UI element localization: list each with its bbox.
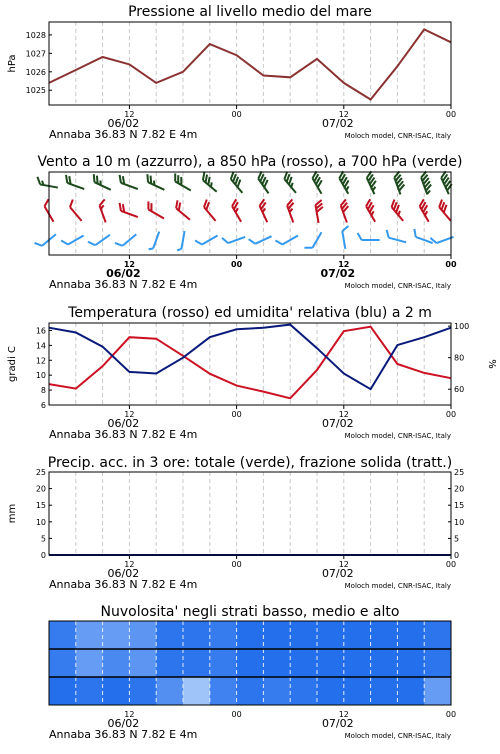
y-tick-label: 1027	[25, 49, 46, 59]
wind-barb	[249, 230, 272, 246]
cloud-cell	[344, 621, 371, 649]
cloud-cell	[183, 621, 210, 649]
cloud-cell	[317, 621, 344, 649]
panel-temperature	[7, 305, 497, 441]
x-tick-label: 12	[338, 110, 349, 119]
barb-feather	[67, 200, 75, 208]
cloud-cell	[237, 677, 264, 705]
y-tick-label: 5	[454, 534, 460, 544]
x-tick-label: 12	[124, 410, 135, 419]
cloud-cell	[183, 677, 210, 705]
x-tick-label: 12	[338, 560, 349, 569]
y-tick-label: 16	[35, 326, 46, 336]
cloud-cell	[49, 677, 76, 705]
panel-pressure	[7, 4, 456, 141]
y-tick-label: 12	[35, 356, 46, 366]
y-tick-label: 10	[454, 517, 465, 527]
cloud-cell	[129, 621, 156, 649]
wind-barb	[98, 199, 112, 222]
wind-barb	[342, 226, 353, 249]
cloud-cell	[103, 649, 130, 677]
wind-barb	[230, 199, 247, 222]
cloud-cell	[210, 621, 237, 649]
panel-precip	[7, 455, 464, 591]
cloud-cell	[183, 649, 210, 677]
wind-barb	[437, 200, 457, 221]
panel-title: Vento a 10 m (azzurro), a 850 hPa (rosso), a 700 hPa (verde)	[37, 154, 463, 170]
y-tick-label: 25	[454, 468, 465, 477]
cloud-cell	[210, 677, 237, 705]
date-label: 07/02	[321, 417, 354, 430]
wind-barb	[173, 200, 194, 220]
wind-barb	[440, 171, 456, 194]
y-tick-label: 10	[35, 371, 46, 381]
wind-barb	[315, 200, 326, 223]
cloud-cell	[103, 677, 130, 705]
wind-barb	[200, 172, 221, 192]
plot-frame	[49, 472, 451, 555]
location-label: Annaba 36.83 N 7.82 E 4m	[49, 128, 198, 141]
cloud-cell	[237, 621, 264, 649]
wind-barb	[115, 229, 136, 249]
x-tick-label: 00	[445, 710, 457, 719]
wind-barb	[282, 172, 302, 193]
x-tick-label: 00	[445, 260, 457, 269]
model-credit: Moloch model, CNR-ISAC, Italy	[344, 132, 451, 140]
cloud-cell	[317, 677, 344, 705]
wind-barb	[35, 229, 56, 249]
cloud-cell	[397, 649, 424, 677]
x-tick-label: 12	[124, 110, 135, 119]
y-tick-label: 5	[40, 534, 46, 544]
wind-barb	[418, 199, 435, 222]
wind-barb	[337, 171, 354, 194]
wind-barb	[88, 229, 110, 247]
date-label: 06/02	[107, 717, 140, 730]
cloud-cell	[129, 677, 156, 705]
cloud-cell	[424, 649, 451, 677]
cloud-cell	[290, 621, 317, 649]
x-tick-label: 00	[445, 560, 457, 569]
cloud-cell	[76, 677, 103, 705]
y-axis-label-right: %	[486, 359, 497, 369]
x-tick-label: 12	[338, 260, 350, 269]
y-tick-label: 25	[35, 468, 46, 477]
barb-feather	[304, 244, 312, 251]
y-tick-label: 0	[454, 551, 460, 560]
barb-feather	[385, 230, 391, 238]
wind-level-10-m	[35, 226, 454, 251]
wind-barb	[358, 233, 380, 240]
wind-barb	[286, 199, 300, 222]
wind-barb	[420, 171, 434, 194]
x-tick-label: 00	[231, 710, 242, 719]
wind-barb	[117, 175, 140, 189]
x-tick-label: 00	[445, 410, 457, 419]
wind-barb	[222, 230, 245, 244]
y-tick-label: 80	[454, 353, 465, 363]
date-label: 06/02	[106, 267, 141, 280]
model-credit: Moloch model, CNR-ISAC, Italy	[344, 582, 451, 590]
wind-barb	[365, 171, 381, 194]
barb-staff	[181, 231, 184, 249]
cloud-cell	[344, 649, 371, 677]
plot-frame	[49, 22, 451, 105]
y-tick-label: 14	[35, 341, 46, 351]
barb-feather	[115, 240, 123, 248]
barb-feather	[177, 248, 181, 251]
y-tick-label: 0	[40, 551, 46, 560]
series-line-0	[49, 327, 451, 399]
y-tick-label: 60	[454, 385, 465, 395]
wind-barb	[364, 199, 381, 222]
wind-barb	[228, 172, 248, 193]
cloud-cell	[129, 649, 156, 677]
x-tick-label: 12	[124, 710, 135, 719]
date-label: 06/02	[107, 117, 140, 130]
y-tick-label: 100	[454, 322, 470, 332]
location-label: Annaba 36.83 N 7.82 E 4m	[49, 278, 198, 291]
cloud-cell	[49, 649, 76, 677]
date-label: 06/02	[107, 417, 140, 430]
date-label: 06/02	[107, 567, 140, 580]
cloud-cell	[49, 621, 76, 649]
cloud-cell	[156, 621, 183, 649]
cloud-cell	[317, 649, 344, 677]
wind-barb	[256, 171, 274, 193]
wind-barb	[43, 199, 60, 222]
cloud-cell	[263, 677, 290, 705]
barb-feather	[412, 229, 418, 237]
cloud-cell	[344, 677, 371, 705]
y-tick-label: 10	[35, 517, 46, 527]
cloud-cell	[156, 677, 183, 705]
wind-barb	[311, 171, 328, 194]
wind-barb	[389, 200, 409, 221]
wind-level-700-hPa	[36, 171, 455, 194]
cloud-cell	[371, 677, 398, 705]
panel-title: Temperatura (rosso) ed umidita' relativa (blu) a 2 m	[68, 305, 432, 321]
cloud-cell	[263, 621, 290, 649]
wind-barb	[430, 230, 453, 244]
y-axis-label: mm	[7, 503, 18, 524]
wind-barb	[64, 175, 87, 189]
location-label: Annaba 36.83 N 7.82 E 4m	[49, 728, 198, 741]
x-tick-label: 00	[231, 110, 242, 119]
cloud-cell	[424, 677, 451, 705]
panel-wind	[35, 154, 463, 291]
wind-level-850-hPa	[43, 199, 457, 223]
x-tick-label: 00	[231, 560, 242, 569]
date-label: 07/02	[321, 717, 354, 730]
cloud-cell	[397, 677, 424, 705]
panel-title: Nuvolosita' negli strati basso, medio e alto	[100, 604, 400, 620]
cloud-cell	[424, 621, 451, 649]
barb-feather	[35, 240, 43, 248]
wind-barb	[275, 229, 298, 246]
cloud-cell	[290, 649, 317, 677]
wind-barb	[117, 203, 140, 217]
y-tick-label: 20	[454, 484, 465, 494]
x-tick-label: 12	[338, 710, 349, 719]
date-label: 07/02	[321, 117, 354, 130]
wind-barb	[339, 199, 353, 222]
y-axis-label: hPa	[7, 54, 18, 73]
cloud-cell	[290, 677, 317, 705]
wind-barb	[385, 230, 408, 242]
barb-feather	[222, 237, 228, 245]
cloud-cell	[76, 649, 103, 677]
wind-barb	[393, 171, 407, 194]
y-tick-label: 8	[40, 386, 46, 396]
cloud-cell	[76, 621, 103, 649]
x-tick-label: 00	[231, 260, 243, 269]
pressure-line	[49, 29, 451, 99]
wind-barb	[177, 230, 184, 251]
cloud-cell	[397, 621, 424, 649]
x-tick-label: 12	[123, 260, 135, 269]
cloud-cell	[263, 649, 290, 677]
plot-frame	[49, 323, 451, 405]
wind-barb	[149, 230, 160, 250]
x-tick-label: 00	[231, 410, 242, 419]
y-tick-label: 1026	[25, 67, 46, 77]
model-credit: Moloch model, CNR-ISAC, Italy	[344, 732, 451, 740]
series-line-1	[49, 325, 451, 390]
barb-feather	[249, 237, 256, 245]
barb-staff	[342, 231, 345, 249]
wind-barb	[67, 200, 87, 221]
plot-frame	[49, 172, 451, 255]
wind-barb	[195, 229, 218, 246]
y-tick-label: 1028	[25, 30, 46, 40]
cloud-cell	[371, 621, 398, 649]
cloud-cell	[371, 649, 398, 677]
date-label: 07/02	[321, 567, 354, 580]
wind-barb	[201, 200, 221, 221]
y-tick-label: 15	[35, 501, 46, 511]
y-tick-label: 15	[454, 501, 465, 511]
barb-feather	[149, 247, 154, 251]
cloud-cell	[156, 649, 183, 677]
y-tick-label: 20	[35, 484, 46, 494]
barb-feather	[61, 238, 68, 246]
date-label: 07/02	[320, 267, 356, 280]
model-credit: Moloch model, CNR-ISAC, Italy	[344, 432, 451, 440]
wind-barb	[258, 199, 274, 222]
panel-title: Precip. acc. in 3 ore: totale (verde), frazione solida (tratt.)	[47, 455, 453, 471]
cloud-cell	[210, 649, 237, 677]
cloud-cell	[237, 649, 264, 677]
x-tick-label: 12	[124, 560, 135, 569]
barb-feather	[342, 226, 350, 231]
model-credit: Moloch model, CNR-ISAC, Italy	[344, 282, 451, 290]
barb-feather	[36, 177, 41, 185]
cloud-cell	[103, 621, 130, 649]
y-axis-label: gradi C	[7, 346, 18, 382]
wind-barb	[61, 229, 84, 246]
wind-barb	[36, 177, 59, 188]
wind-barb	[304, 229, 321, 252]
barb-feather	[275, 238, 282, 246]
wind-barb	[412, 229, 435, 243]
location-label: Annaba 36.83 N 7.82 E 4m	[49, 428, 198, 441]
location-label: Annaba 36.83 N 7.82 E 4m	[49, 578, 198, 591]
barb-feather	[195, 238, 202, 246]
x-tick-label: 00	[445, 110, 457, 119]
y-tick-label: 6	[40, 401, 46, 410]
panel-clouds	[49, 604, 456, 741]
barb-feather	[358, 233, 362, 240]
barb-feather	[88, 239, 95, 247]
x-tick-label: 12	[338, 410, 349, 419]
y-tick-label: 1025	[25, 86, 46, 96]
panel-title: Pressione al livello medio del mare	[128, 4, 372, 20]
